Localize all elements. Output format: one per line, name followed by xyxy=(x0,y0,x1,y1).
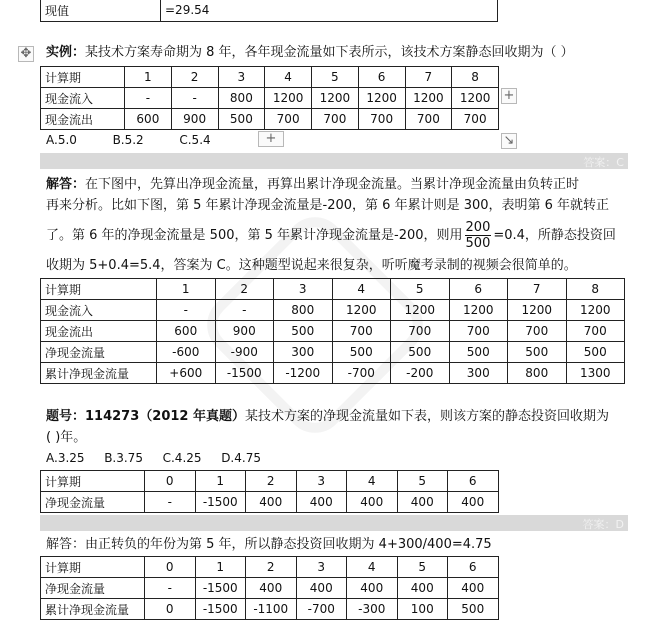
table-cell: 500 xyxy=(508,342,567,363)
answer-bar-1 xyxy=(40,153,628,169)
table-row xyxy=(41,109,499,130)
add-row-button[interactable] xyxy=(258,131,284,147)
table-cell: 5 xyxy=(312,67,359,88)
table-row-label: 现金流入 xyxy=(41,88,125,109)
table-cell: 7 xyxy=(508,279,567,300)
table-cell: 800 xyxy=(508,363,567,384)
table-cell: 5 xyxy=(397,471,448,492)
question2-table xyxy=(40,470,499,513)
table-row xyxy=(41,342,625,363)
solution1-line3: 了。第 6 年的净现金流量是 500，第 5 年累计净现金流量是-200，则用 $\frac{200}{500}$ =0.4，所静态投资回 xyxy=(46,220,616,251)
table-resize-handle[interactable] xyxy=(501,133,517,149)
example-table xyxy=(40,66,499,130)
table-cell: 1200 xyxy=(312,88,359,109)
table-cell: 100 xyxy=(397,599,448,620)
table-cell: 400 xyxy=(347,492,398,513)
table-cell: 700 xyxy=(566,321,625,342)
table-cell: 0 xyxy=(145,557,196,578)
table-cell: -700 xyxy=(332,363,391,384)
table-header-row xyxy=(41,557,499,578)
table-cell: -200 xyxy=(391,363,450,384)
solution1-prefix: 解答： xyxy=(46,177,86,192)
table-header-row xyxy=(41,279,625,300)
table-cell: 700 xyxy=(452,109,499,130)
answer-bar-2 xyxy=(40,515,628,531)
table-row-label: 累计净现金流量 xyxy=(41,599,145,620)
table-cell: 500 xyxy=(566,342,625,363)
table-cell: 400 xyxy=(246,578,297,599)
table-cell: -900 xyxy=(215,342,274,363)
plus-icon: + xyxy=(265,131,277,146)
table-cell: -1500 xyxy=(195,578,246,599)
table-cell: - xyxy=(145,578,196,599)
solution2-table xyxy=(40,556,499,620)
table-cell: 400 xyxy=(296,492,347,513)
table-cell: -1500 xyxy=(195,599,246,620)
table-cell: 600 xyxy=(157,321,216,342)
table-cell: 3 xyxy=(296,471,347,492)
option-a: A.3.25 xyxy=(46,451,85,465)
table-cell: 500 xyxy=(274,321,333,342)
table-cell: 700 xyxy=(265,109,312,130)
table-cell: 3 xyxy=(274,279,333,300)
question2-options xyxy=(46,451,261,465)
table-row-label: 净现金流量 xyxy=(41,578,145,599)
table-cell: 400 xyxy=(397,578,448,599)
table-cell: -300 xyxy=(347,599,398,620)
table-cell: 1200 xyxy=(391,300,450,321)
move-handle[interactable] xyxy=(18,46,34,62)
top-row-label: 现值 xyxy=(41,0,161,21)
table-cell: 1200 xyxy=(508,300,567,321)
table-cell: 0 xyxy=(145,599,196,620)
table-cell: -1100 xyxy=(246,599,297,620)
table-cell: -1200 xyxy=(274,363,333,384)
table-cell: 500 xyxy=(449,342,508,363)
table-cell: 1200 xyxy=(405,88,452,109)
table-cell: - xyxy=(215,300,274,321)
table-cell: 700 xyxy=(508,321,567,342)
table-cell: 2 xyxy=(171,67,218,88)
table-cell: 500 xyxy=(448,599,499,620)
table-row-label: 现金流入 xyxy=(41,300,157,321)
table-row xyxy=(41,578,499,599)
table-cell: 8 xyxy=(452,67,499,88)
table-cell: 700 xyxy=(391,321,450,342)
table-cell: 300 xyxy=(449,363,508,384)
question2-prefix: 题号：114273（2012 年真题） xyxy=(46,409,245,424)
table-cell: 300 xyxy=(274,342,333,363)
table-cell: 4 xyxy=(332,279,391,300)
fraction: $\frac{200}{500}$ xyxy=(465,220,491,251)
table-cell: - xyxy=(145,492,196,513)
table-cell: 4 xyxy=(265,67,312,88)
table-cell: 500 xyxy=(391,342,450,363)
option-b: B.3.75 xyxy=(104,451,143,465)
table-cell: 0 xyxy=(145,471,196,492)
table-cell: 1200 xyxy=(566,300,625,321)
table-cell: 5 xyxy=(397,557,448,578)
table-cell: 1200 xyxy=(358,88,405,109)
table-row-label: 净现金流量 xyxy=(41,342,157,363)
table-cell: 700 xyxy=(332,321,391,342)
question2-line2: ( )年。 xyxy=(46,430,87,445)
example-prefix: 实例： xyxy=(46,45,86,60)
table-row-label: 计算期 xyxy=(41,67,125,88)
table-cell: 400 xyxy=(246,492,297,513)
plus-icon: + xyxy=(503,88,515,103)
table-cell: 3 xyxy=(296,557,347,578)
table-cell: 7 xyxy=(405,67,452,88)
table-cell: - xyxy=(125,88,172,109)
table-cell: 500 xyxy=(332,342,391,363)
table-row-label: 累计净现金流量 xyxy=(41,363,157,384)
move-icon: ✥ xyxy=(20,46,32,61)
table-cell: 1 xyxy=(157,279,216,300)
table-cell: 1200 xyxy=(265,88,312,109)
table-cell: -1500 xyxy=(215,363,274,384)
table-cell: 400 xyxy=(397,492,448,513)
add-column-button[interactable] xyxy=(501,88,517,104)
table-cell: - xyxy=(171,88,218,109)
resize-icon: ↘ xyxy=(503,133,515,148)
table-cell: 600 xyxy=(125,109,172,130)
table-cell: 400 xyxy=(448,578,499,599)
table-cell: 900 xyxy=(215,321,274,342)
table-row xyxy=(41,363,625,384)
table-row xyxy=(41,88,499,109)
table-cell: 2 xyxy=(246,471,297,492)
table-cell: 6 xyxy=(448,471,499,492)
table-cell: 1 xyxy=(195,471,246,492)
top-value-table xyxy=(40,0,498,22)
solution1-table xyxy=(40,278,625,384)
table-row xyxy=(41,599,499,620)
solution1-line2: 再来分析。比如下图，第 5 年累计净现金流量是-200，第 6 年累计则是 300，表明第 6 年就转正 xyxy=(46,198,610,213)
option-d: D.4.75 xyxy=(221,451,261,465)
answer-text-1: 答案：C xyxy=(583,156,624,169)
table-cell: 1200 xyxy=(332,300,391,321)
table-cell: -700 xyxy=(296,599,347,620)
table-cell: 6 xyxy=(449,279,508,300)
option-a: A.5.0 xyxy=(46,133,77,147)
table-row-label: 计算期 xyxy=(41,471,145,492)
table-cell: 4 xyxy=(347,471,398,492)
table-cell: -1500 xyxy=(195,492,246,513)
table-cell: 500 xyxy=(218,109,265,130)
table-cell: 800 xyxy=(274,300,333,321)
table-cell: 2 xyxy=(246,557,297,578)
answer-text-2: 答案：D xyxy=(582,518,624,531)
table-cell: 1200 xyxy=(452,88,499,109)
table-cell: 400 xyxy=(448,492,499,513)
table-row xyxy=(41,321,625,342)
table-row-label: 净现金流量 xyxy=(41,492,145,513)
option-b: B.5.2 xyxy=(112,133,144,147)
table-cell: 400 xyxy=(296,578,347,599)
table-cell: 1 xyxy=(125,67,172,88)
table-cell: -600 xyxy=(157,342,216,363)
solution2-text: 解答：由正转负的年份为第 5 年，所以静态投资回收期为 4+300/400=4.75 xyxy=(46,537,492,552)
table-cell: 700 xyxy=(405,109,452,130)
table-row-label: 现金流出 xyxy=(41,109,125,130)
table-cell: 4 xyxy=(347,557,398,578)
question2-line1: 题号：114273（2012 年真题）某技术方案的净现金流量如下表，则该方案的静态投资回收期为 xyxy=(46,409,609,424)
example-text: 某技术方案寿命期为 8 年，各年现金流量如下表所示，该技术方案静态回收期为（ ） xyxy=(85,45,574,60)
table-row xyxy=(41,492,499,513)
option-c: C.4.25 xyxy=(162,451,202,465)
table-cell: 6 xyxy=(358,67,405,88)
table-cell: 6 xyxy=(448,557,499,578)
table-cell: 700 xyxy=(312,109,359,130)
table-cell: 5 xyxy=(391,279,450,300)
example-question xyxy=(46,43,574,63)
solution1-line4: 收期为 5+0.4=5.4，答案为 C。这种题型说起来很复杂，听听魔考录制的视频会很简单的。 xyxy=(46,258,577,273)
top-row-value: =29.54 xyxy=(161,0,498,21)
table-row-label: 计算期 xyxy=(41,279,157,300)
table-row-label: 计算期 xyxy=(41,557,145,578)
table-cell: 2 xyxy=(215,279,274,300)
table-cell: 1300 xyxy=(566,363,625,384)
table-cell: - xyxy=(157,300,216,321)
table-header-row xyxy=(41,471,499,492)
table-header-row xyxy=(41,67,499,88)
table-cell: 1 xyxy=(195,557,246,578)
option-c: C.5.4 xyxy=(179,133,211,147)
table-cell: 700 xyxy=(358,109,405,130)
solution1-line1: 解答：在下图中，先算出净现金流量，再算出累计净现金流量。当累计净现金流量由负转正时 xyxy=(46,177,580,192)
table-cell: 800 xyxy=(218,88,265,109)
table-cell: 3 xyxy=(218,67,265,88)
example-options xyxy=(46,133,211,147)
table-cell: +600 xyxy=(157,363,216,384)
table-row-label: 现金流出 xyxy=(41,321,157,342)
table-cell: 700 xyxy=(449,321,508,342)
table-cell: 900 xyxy=(171,109,218,130)
table-cell: 8 xyxy=(566,279,625,300)
table-cell: 400 xyxy=(347,578,398,599)
table-cell: 1200 xyxy=(449,300,508,321)
table-row xyxy=(41,300,625,321)
